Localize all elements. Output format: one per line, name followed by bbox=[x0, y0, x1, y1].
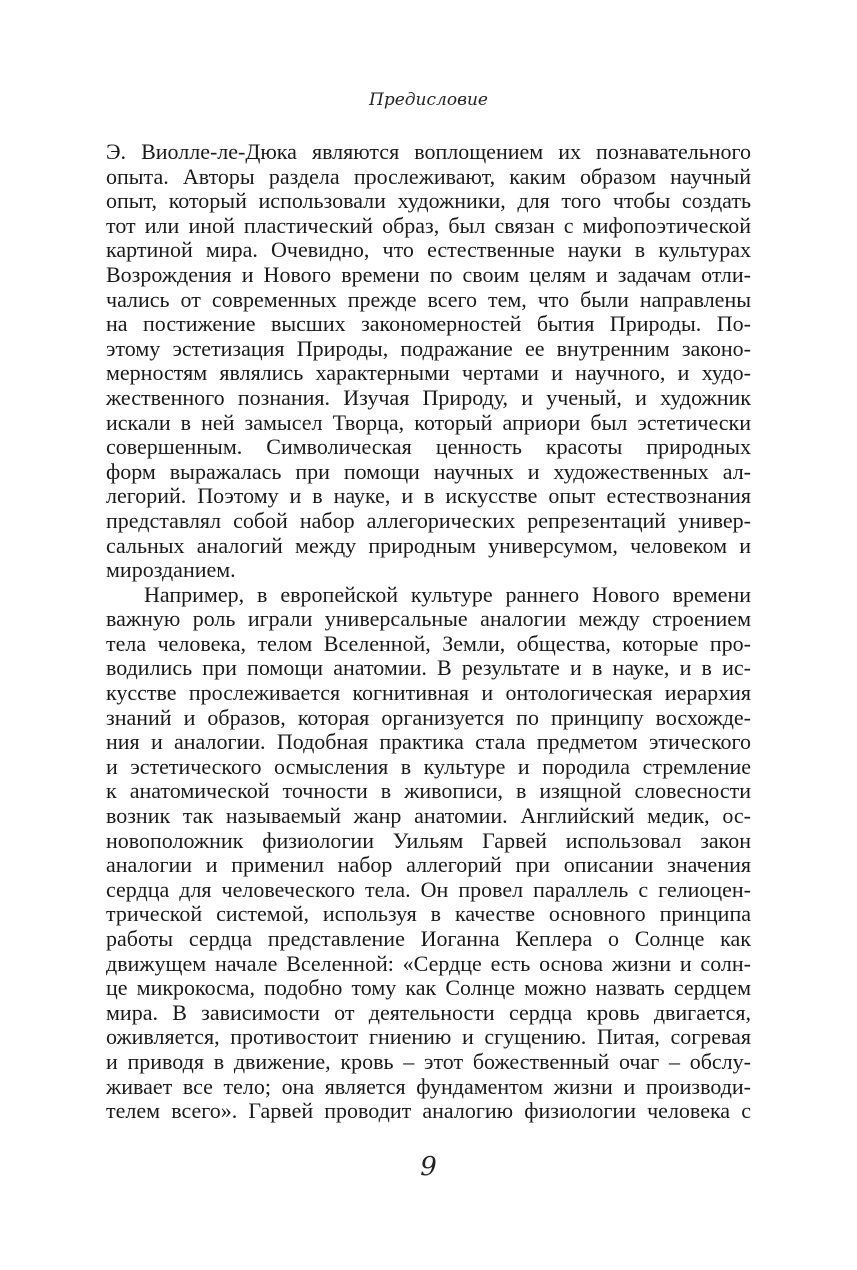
text-line: кусстве прослеживается когнитивная и онтологическая иерархия bbox=[106, 681, 751, 706]
text-line: искали в ней замысел Творца, который априори был эстетически bbox=[106, 410, 751, 435]
text-line: жественного познания. Изучая Природу, и ученый, и художник bbox=[106, 385, 751, 410]
text-line: оживляется, противостоит гниению и сгущению. Питая, согревая bbox=[106, 1025, 751, 1050]
text-line: важную роль играли универсальные аналогии между строением bbox=[106, 607, 751, 632]
text-line: к анатомической точности в живописи, в изящной словесности bbox=[106, 779, 751, 804]
text-line: возник так называемый жанр анатомии. Английский медик, ос- bbox=[106, 804, 751, 829]
text-line: опыт, который использовали художники, для того чтобы создать bbox=[106, 189, 751, 214]
text-line: тела человека, телом Вселенной, Земли, общества, которые про- bbox=[106, 631, 751, 656]
text-line: работы сердца представление Иоганна Кеплера о Солнце как bbox=[106, 927, 751, 951]
body-text bbox=[106, 140, 751, 1124]
text-line: картиной мира. Очевидно, что естественные науки в культурах bbox=[106, 238, 751, 263]
text-line: трической системой, используя в качестве основного принципа bbox=[106, 902, 751, 927]
text-line: совершенным. Символическая ценность красоты природных bbox=[106, 435, 751, 460]
paragraph bbox=[106, 583, 751, 1124]
text-line: чались от современных прежде всего тем, что были направлены bbox=[106, 287, 751, 312]
text-line: телем всего». Гарвей проводит аналогию физиологии человека с bbox=[106, 1099, 751, 1124]
page-number: 9 bbox=[420, 1152, 437, 1182]
text-line: водились при помощи анатомии. В результате и в науке, и в ис- bbox=[106, 656, 751, 681]
text-line: и эстетического осмысления в культуре и породила стремление bbox=[106, 754, 751, 779]
text-line: легорий. Поэтому и в науке, и в искусстве опыт естествознания bbox=[106, 484, 751, 509]
text-line: движущем начале Вселенной: «Сердце есть основа жизни и солн- bbox=[106, 951, 751, 976]
text-line: представлял собой набор аллегорических репрезентаций универ- bbox=[106, 508, 751, 533]
text-line: этому эстетизация Природы, подражание ее внутренним законо- bbox=[106, 336, 751, 361]
running-head: Предисловие bbox=[369, 90, 488, 110]
text-line: сальных аналогий между природным универсумом, человеком и bbox=[106, 533, 751, 558]
text-line: тот или иной пластический образ, был связан с мифопоэтической bbox=[106, 213, 751, 238]
text-line: Например, в европейской культуре раннего Нового времени bbox=[144, 582, 751, 607]
text-line: знаний и образов, которая организуется по принципу восхожде- bbox=[106, 705, 751, 730]
text-line: опыта. Авторы раздела прослеживают, каким образом научный bbox=[106, 164, 751, 189]
text-line: мирозданием. bbox=[106, 558, 236, 583]
text-line: аналогии и применил набор аллегорий при описании значения bbox=[106, 853, 751, 878]
text-line: сердца для человеческого тела. Он провел параллель с гелиоцен- bbox=[106, 877, 751, 902]
text-line: Э. Виолле-ле-Дюка являются воплощением их познавательного bbox=[106, 140, 751, 164]
paragraph bbox=[106, 140, 751, 583]
text-line: Возрождения и Нового времени по своим целям и задачам отли- bbox=[106, 262, 751, 287]
text-line: форм выражалась при помощи научных и художественных ал- bbox=[106, 459, 751, 484]
text-line: мира. В зависимости от деятельности сердца кровь двигается, bbox=[106, 1000, 751, 1025]
text-line: на постижение высших закономерностей бытия Природы. По- bbox=[106, 312, 751, 337]
text-line: живает все тело; она является фундаментом жизни и производи- bbox=[106, 1074, 751, 1099]
text-line: ния и аналогии. Подобная практика стала предметом этического bbox=[106, 730, 751, 755]
text-line: новоположник физиологии Уильям Гарвей использовал закон bbox=[106, 828, 751, 853]
text-line: мерностям являлись характерными чертами и научного, и худо- bbox=[106, 361, 751, 386]
text-line: це микрокосма, подобно тому как Солнце можно назвать сердцем bbox=[106, 976, 751, 1001]
text-line: и приводя в движение, кровь – этот божественный очаг – обслу- bbox=[106, 1049, 751, 1074]
